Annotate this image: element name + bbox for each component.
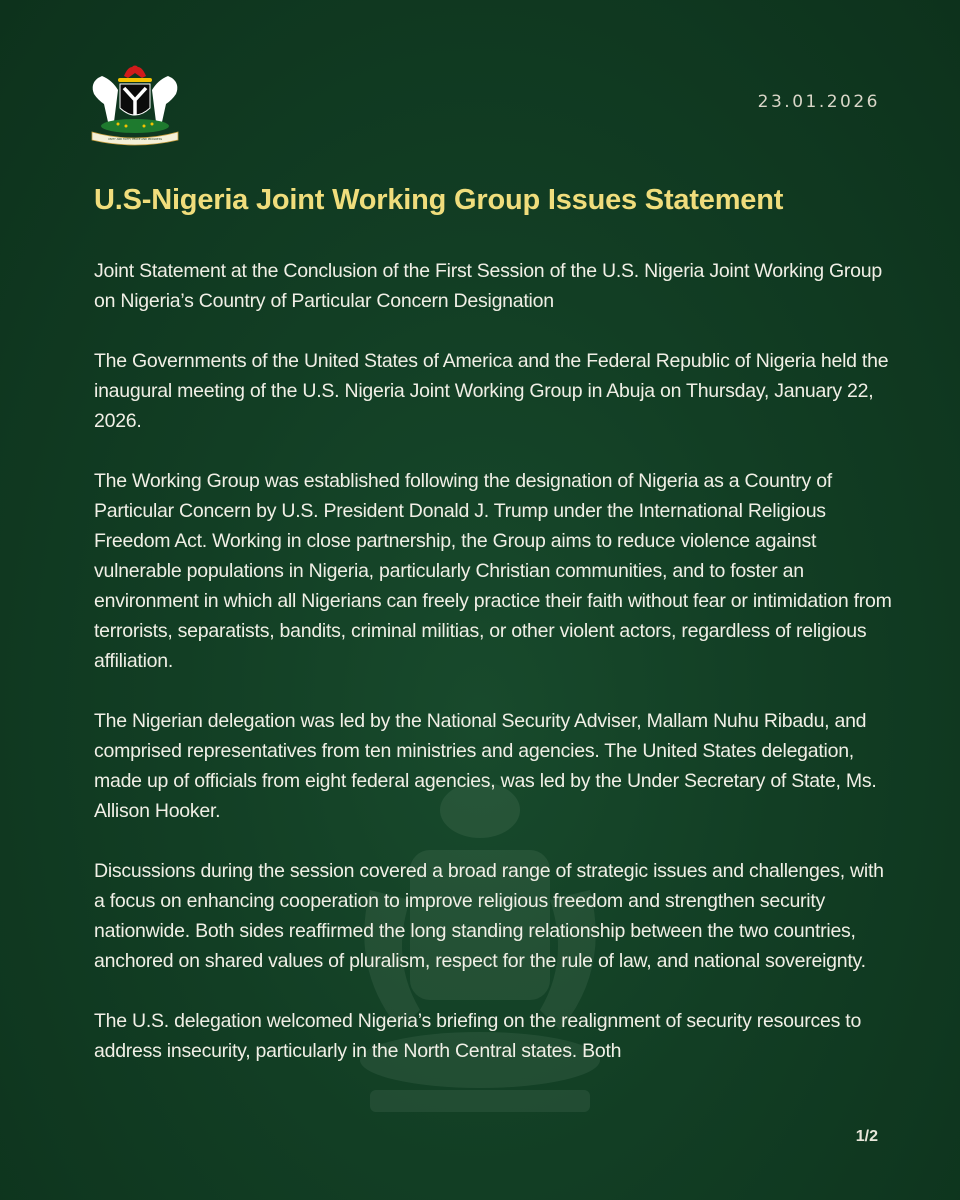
paragraph: The Governments of the United States of America and the Federal Republic of Nigeria held the inaugural meeting of the U.S. Nigeria Joint Working Group in Abuja on Thursday, January 22, 2026. xyxy=(94,350,889,432)
paragraph: The U.S. delegation welcomed Nigeria’s briefing on the realignment of security resources to address insecurity, particularly in the North Central states. Both xyxy=(94,1010,862,1062)
paragraph: Discussions during the session covered a broad range of strategic issues and challenges, with a focus on enhancing cooperation to improve religious freedom and strengthen security nationwide. Both sides reaffirmed the long standing relationship between the two countries, anchored on shared values of pluralism, respect for the rule of law, and national sovereignty. xyxy=(94,860,884,972)
paragraph: Joint Statement at the Conclusion of the First Session of the U.S. Nigeria Joint Working Group on Nigeria’s Country of Particular Concern Designation xyxy=(94,260,882,312)
statement-date: 23.01.2026 xyxy=(757,92,880,112)
page-indicator: 1/2 xyxy=(855,1128,878,1145)
statement-body xyxy=(94,256,894,1096)
page-title: U.S-Nigeria Joint Working Group Issues Statement xyxy=(94,184,784,216)
paragraph: The Nigerian delegation was led by the National Security Adviser, Mallam Nuhu Ribadu, and comprised representatives from ten ministries and agencies. The United States delegation, made up of officials from eight federal agencies, was led by the Under Secretary of State, Ms. Allison Hooker. xyxy=(94,710,877,822)
paragraph: The Working Group was established following the designation of Nigeria as a Country of Particular Concern by U.S. President Donald J. Trump under the International Religious Freedom Act. Working in close partnership, the Group aims to reduce violence against vulnerable populations in Nigeria, particularly Christian communities, and to foster an environment in which all Nigerians can freely practice their faith without fear or intimidation from terrorists, separatists, bandits, criminal militias, or other violent actors, regardless of religious affiliation. xyxy=(94,470,892,672)
nigeria-coat-of-arms-icon xyxy=(84,60,186,148)
crest-motto: UNITY AND FAITH, PEACE AND PROGRESS xyxy=(107,138,163,141)
